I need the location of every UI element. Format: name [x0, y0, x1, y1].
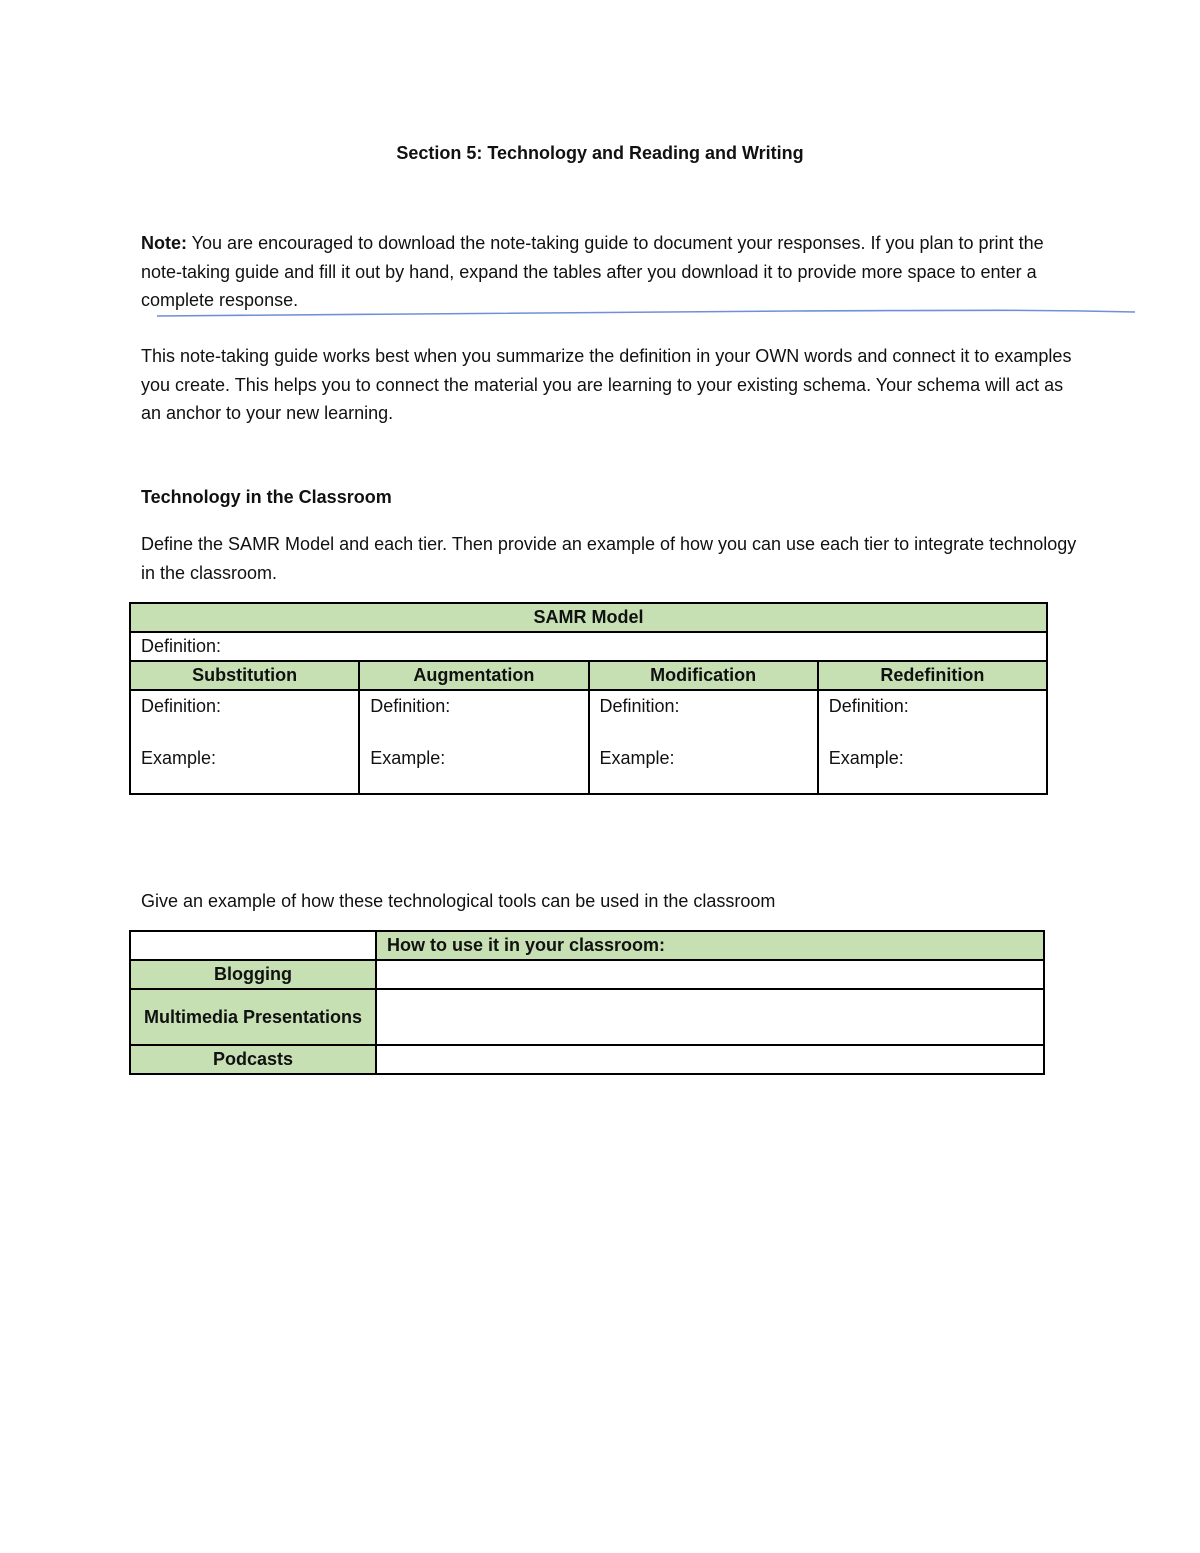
- tier-cell-redefinition[interactable]: [818, 690, 1047, 794]
- tier-cell-augmentation[interactable]: [359, 690, 588, 794]
- note-paragraph: [141, 229, 1081, 315]
- page-title: Section 5: Technology and Reading and Writing: [396, 143, 804, 163]
- tier-example-label: Example:: [141, 748, 217, 768]
- tools-table: [129, 930, 1045, 1075]
- tier-example-label: Example:: [599, 748, 675, 768]
- samr-definition-label: Definition:: [141, 636, 222, 656]
- section-heading: Technology in the Classroom: [141, 487, 392, 507]
- tier-header-modification: Modification: [589, 661, 818, 690]
- tool-label-multimedia-presentations: Multimedia Presentations: [130, 989, 376, 1045]
- tier-definition-label: Definition:: [370, 696, 451, 716]
- tool-response-blogging[interactable]: [376, 960, 1044, 989]
- tier-header-augmentation: Augmentation: [359, 661, 588, 690]
- note-text: You are encouraged to download the note-taking guide to document your responses. If you plan to print the note-taking guide and fill it out by hand, expand the tables after you download it to provide more space to enter a complete response.: [141, 233, 1044, 310]
- tool-label-podcasts: Podcasts: [130, 1045, 376, 1074]
- tier-cell-modification[interactable]: [589, 690, 818, 794]
- tier-definition-label: Definition:: [599, 696, 680, 716]
- tool-label-blogging: Blogging: [130, 960, 376, 989]
- tools-table-corner-cell: [130, 931, 376, 960]
- pen-stroke-line: [155, 306, 1140, 320]
- tier-header-redefinition: Redefinition: [818, 661, 1047, 690]
- tier-example-label: Example:: [828, 748, 904, 768]
- tool-response-multimedia-presentations[interactable]: [376, 989, 1044, 1045]
- tier-cell-substitution[interactable]: [130, 690, 359, 794]
- samr-table: [129, 602, 1048, 795]
- tier-definition-label: Definition:: [141, 696, 222, 716]
- tool-response-podcasts[interactable]: [376, 1045, 1044, 1074]
- tier-example-label: Example:: [370, 748, 446, 768]
- tier-definition-label: Definition:: [828, 696, 909, 716]
- samr-definition-field[interactable]: [130, 632, 1047, 661]
- note-label: Note:: [141, 233, 187, 253]
- samr-instruction: Define the SAMR Model and each tier. Then provide an example of how you can use each tier to integrate technology in the classroom.: [141, 534, 1077, 583]
- schema-paragraph: This note-taking guide works best when you summarize the definition in your OWN words and connect it to examples you create. This helps you to connect the material you are learning to your existing schema. Your schema will act as an anchor to your new learning.: [141, 346, 1072, 423]
- tools-table-header: How to use it in your classroom:: [376, 931, 1044, 960]
- samr-table-header: SAMR Model: [130, 603, 1047, 632]
- tier-header-substitution: Substitution: [130, 661, 359, 690]
- tools-instruction: Give an example of how these technological tools can be used in the classroom: [141, 891, 776, 911]
